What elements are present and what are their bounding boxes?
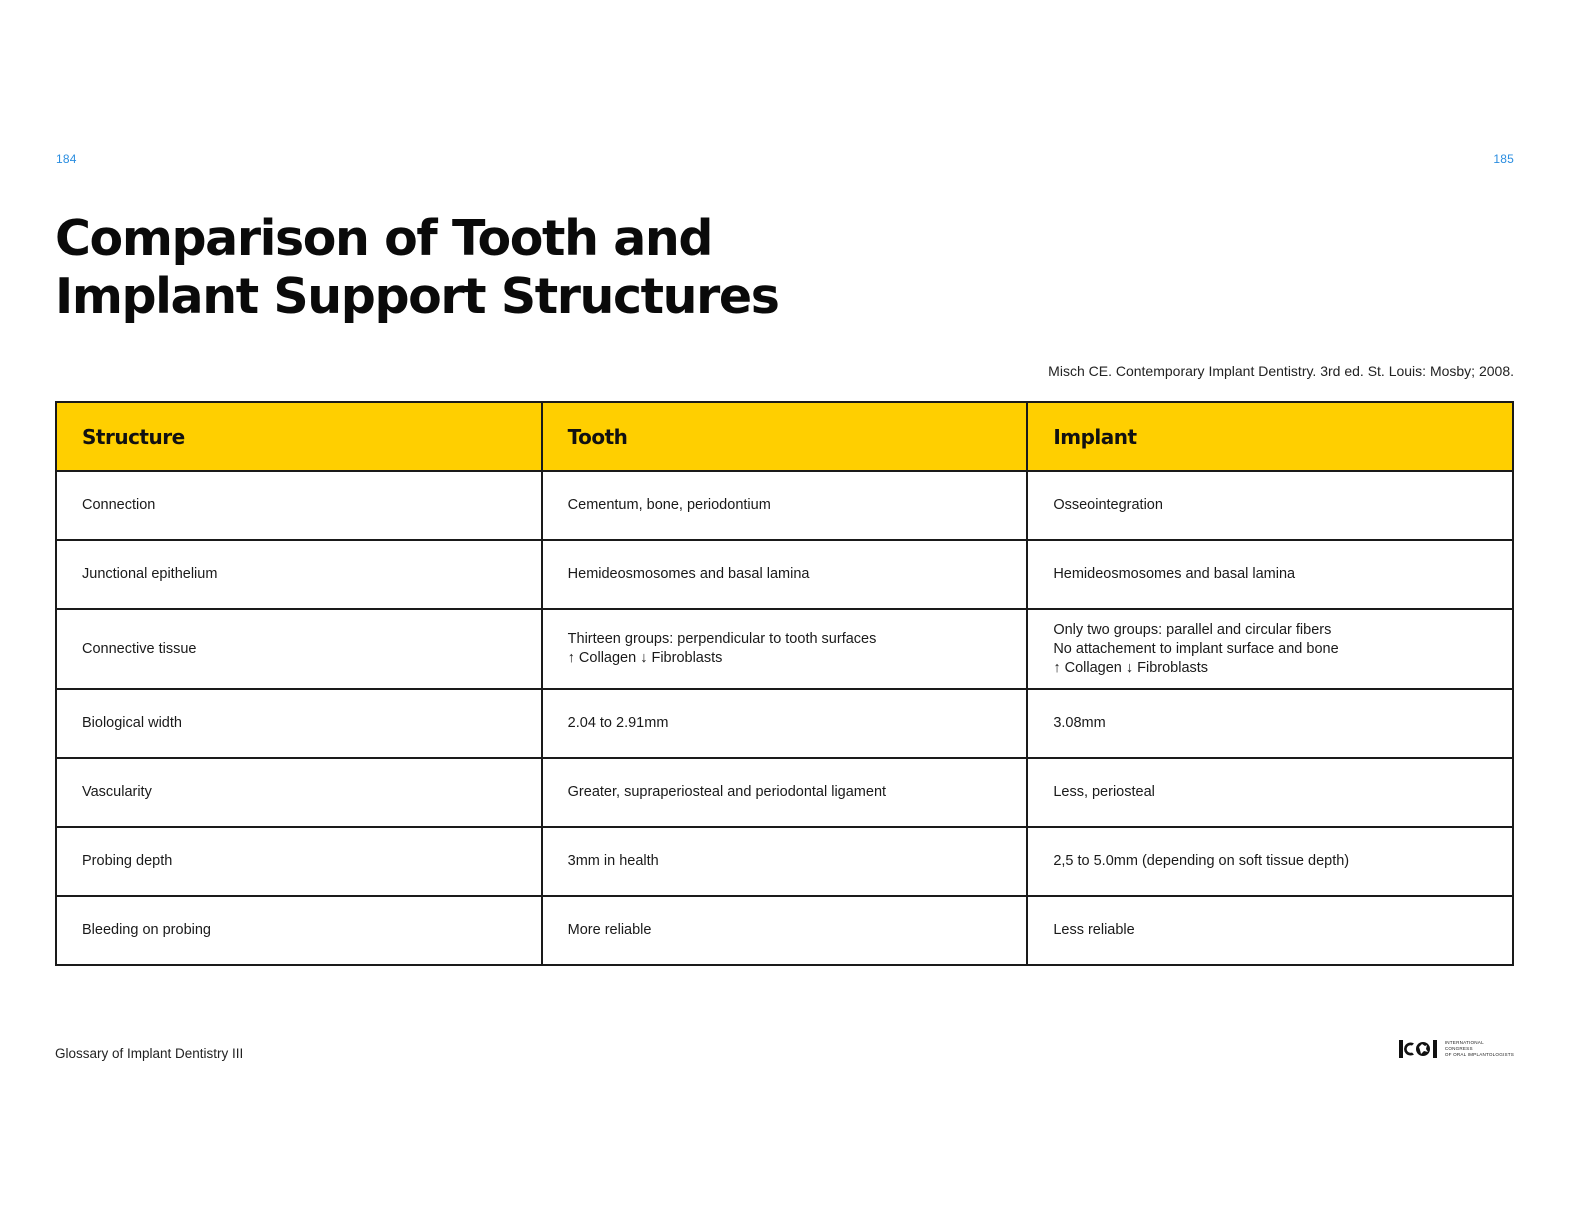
cell-text-line: Greater, supraperiosteal and periodontal ligament <box>567 784 887 800</box>
cell-structure: Junctional epithelium <box>56 540 542 609</box>
table-row <box>56 471 1513 540</box>
cell-text-line: More reliable <box>567 922 652 938</box>
table-header-row <box>56 402 1513 471</box>
cell-implant <box>1027 827 1513 896</box>
table-body <box>56 471 1513 965</box>
page-number-left: 184 <box>56 152 77 166</box>
cell-implant <box>1027 689 1513 758</box>
cell-tooth <box>542 609 1028 689</box>
cell-implant <box>1027 471 1513 540</box>
cell-implant <box>1027 896 1513 965</box>
title-line-1: Comparison of Tooth and <box>55 210 713 267</box>
cell-text-line: ↑ Collagen ↓ Fibroblasts <box>567 650 723 666</box>
table-row <box>56 758 1513 827</box>
page-title <box>55 210 955 326</box>
cell-text-line: Hemideosmosomes and basal lamina <box>567 566 810 582</box>
cell-implant <box>1027 540 1513 609</box>
cell-text-line: No attachement to implant surface and bone <box>1053 640 1339 657</box>
logo-text-line-3: OF ORAL IMPLANTOLOGISTS <box>1444 1052 1514 1057</box>
cell-text-line: Hemideosmosomes and basal lamina <box>1053 566 1296 582</box>
icoi-logo <box>1399 1039 1514 1059</box>
comparison-table <box>55 401 1514 966</box>
cell-text-line: 3.08mm <box>1053 715 1106 731</box>
column-header-tooth: Tooth <box>542 402 1028 471</box>
icoi-logo-mark <box>1399 1039 1441 1059</box>
cell-tooth <box>542 758 1028 827</box>
cell-structure: Bleeding on probing <box>56 896 542 965</box>
cell-structure: Connection <box>56 471 542 540</box>
table-row <box>56 609 1513 689</box>
cell-text-line: ↑ Collagen ↓ Fibroblasts <box>1053 659 1209 676</box>
cell-tooth <box>542 471 1028 540</box>
citation: Misch CE. Contemporary Implant Dentistry. 3rd ed. St. Louis: Mosby; 2008. <box>1048 363 1514 379</box>
cell-structure: Vascularity <box>56 758 542 827</box>
title-line-2: Implant Support Structures <box>55 268 779 325</box>
cell-structure: Biological width <box>56 689 542 758</box>
icoi-logo-icon <box>1399 1039 1441 1059</box>
column-header-implant: Implant <box>1027 402 1513 471</box>
cell-text-line: 2.04 to 2.91mm <box>567 715 669 731</box>
page-number-right: 185 <box>1493 152 1514 166</box>
table-row <box>56 827 1513 896</box>
cell-tooth <box>542 689 1028 758</box>
cell-structure: Probing depth <box>56 827 542 896</box>
cell-text-line: Less reliable <box>1053 922 1135 938</box>
table-row <box>56 896 1513 965</box>
column-header-structure: Structure <box>56 402 542 471</box>
cell-text-line: Only two groups: parallel and circular fibers <box>1053 621 1332 638</box>
logo-text-line-1: INTERNATIONAL <box>1444 1040 1484 1045</box>
footer-title: Glossary of Implant Dentistry III <box>55 1046 244 1061</box>
table-row <box>56 540 1513 609</box>
cell-text-line: 2,5 to 5.0mm (depending on soft tissue depth) <box>1053 853 1350 869</box>
cell-text-line: 3mm in health <box>567 853 659 869</box>
table-row <box>56 689 1513 758</box>
cell-tooth <box>542 540 1028 609</box>
logo-text-line-2: CONGRESS <box>1444 1046 1473 1051</box>
cell-text-line: Thirteen groups: perpendicular to tooth surfaces <box>567 631 877 647</box>
cell-text-line: Osseointegration <box>1053 497 1163 513</box>
cell-tooth <box>542 827 1028 896</box>
cell-text-line: Cementum, bone, periodontium <box>567 497 771 513</box>
cell-tooth <box>542 896 1028 965</box>
cell-implant <box>1027 758 1513 827</box>
cell-text-line: Less, periosteal <box>1053 784 1155 800</box>
cell-implant <box>1027 609 1513 689</box>
cell-structure: Connective tissue <box>56 609 542 689</box>
icoi-logo-text <box>1445 1040 1514 1058</box>
